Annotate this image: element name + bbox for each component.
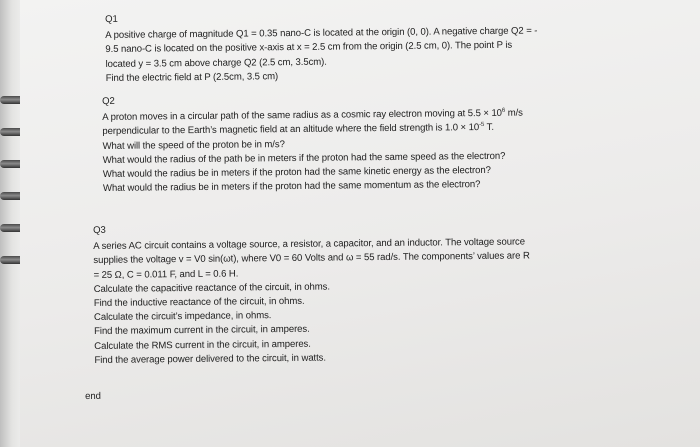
exponent: -5 [479,122,485,129]
question-2-line: What would the radius be in meters if the proton had the same kinetic energy as the electron? [102,164,491,181]
question-3-line: Calculate the capacitive reactance of the circuit, in ohms. [93,281,330,295]
question-2-line: What will the speed of the proton be in m/s? [102,138,285,152]
question-3-line: supplies the voltage v = V0 sin(ωt), where V0 = 60 Volts and ω = 55 rad/s. The components’ values are R [93,250,530,267]
question-1-line: Find the electric field at P (2.5cm, 3.5 cm) [105,71,279,84]
question-2-heading: Q2 [102,95,115,107]
question-2 [102,91,524,197]
question-3-line: Find the maximum current in the circuit, in amperes. [94,324,310,338]
question-3-line: Find the average power delivered to the circuit, in watts. [94,352,326,366]
notebook-binding [0,0,20,447]
question-1-line: 9.5 nano-C is located on the positive x-axis at x = 2.5 cm from the origin (2.5 cm, 0). The point P is [105,40,513,56]
question-1-heading: Q1 [105,13,118,25]
question-3-line: Calculate the circuit’s impedance, in ohms. [93,310,272,324]
question-3 [93,219,531,368]
question-3-line: Calculate the RMS current in the circuit, in amperes. [94,338,311,352]
end-label: end [85,390,101,402]
question-3-line: = 25 Ω, C = 0.011 F, and L = 0.6 H. [93,268,239,281]
exponent: 6 [501,107,506,115]
question-2-line: perpendicular to the Earth’s magnetic field at an altitude where the field strength is $1.0 \times 10^{-5}$ T. [102,122,494,138]
question-1-line: A positive charge of magnitude Q1 = 0.35 nano-C is located at the origin (0, 0). A negative charge Q2 = - [105,25,538,42]
question-2-line: A proton moves in a circular path of the same radius as a cosmic ray electron moving at $5.5 \times 10^6$ m/s [102,107,523,124]
question-1 [105,8,538,86]
question-2-line: What would the radius be in meters if the proton had the same momentum as the electron? [102,179,481,195]
document-page [20,0,700,447]
end-marker [85,390,101,404]
question-2-line: What would the radius of the path be in meters if the proton had the same speed as the electron? [102,150,506,166]
question-3-heading: Q3 [93,224,106,236]
question-1-line: located y = 3.5 cm above charge Q2 (2.5 cm, 3.5cm). [105,56,327,70]
question-3-line: A series AC circuit contains a voltage source, a resistor, a capacitor, and an inductor. The voltage source [93,236,526,253]
question-3-line: Find the inductive reactance of the circuit, in ohms. [93,295,305,310]
